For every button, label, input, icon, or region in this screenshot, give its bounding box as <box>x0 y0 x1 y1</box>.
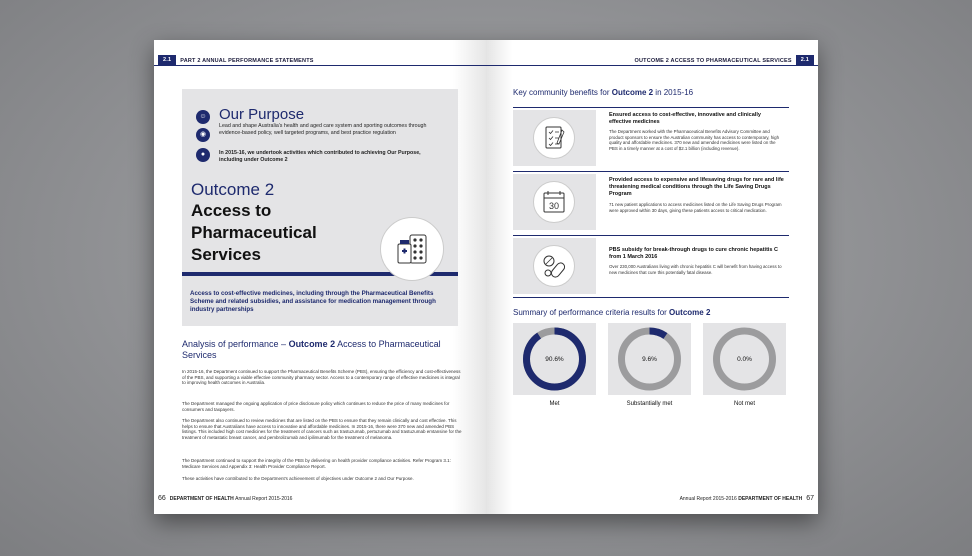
calendar-number: 30 <box>548 201 560 211</box>
purpose-text: Lead and shape Australia's health and aged care system and sporting outcomes through evidence-based policy, well targeted programs, and best practice regulation <box>219 123 427 136</box>
pill-pack-circle <box>380 217 444 281</box>
pill-pack-icon <box>381 218 443 280</box>
calendar-30-icon <box>534 182 574 222</box>
outcome-description: Access to cost-effective medicines, including through the Pharmaceutical Benefits Scheme and related subsidies, and assistance for medication management through industry partnerships <box>190 290 436 313</box>
summary-heading <box>513 308 710 317</box>
key-heading-post: in 2015-16 <box>653 88 694 97</box>
page-number: 66 <box>158 495 166 502</box>
donut-category-label: Not met <box>733 401 755 407</box>
analysis-paragraph: The Department managed the ongoing application of price disclosure policy which continues to reduce the price of many medicines for consumers and taxpayers. <box>182 401 450 412</box>
people-icon: ☺ <box>196 110 210 124</box>
footer-dept: DEPARTMENT OF HEALTH <box>738 495 803 502</box>
key-heading-pre: Key community benefits for <box>513 88 612 97</box>
page-number: 67 <box>806 495 814 502</box>
purpose-activities-text: In 2015-16, we undertook activities which contributed to achieving Our Purpose, including under Outcome 2 <box>219 150 421 163</box>
analysis-heading-post: Access to Pharmaceutical Services <box>182 339 441 360</box>
analysis-paragraph: The Department also continued to review medicines that are listed on the PBS to ensure that they remain clinically and cost effective. This helps to ensure that Australians have access to innovative and affordable medicines. In 2015-16, there were 370 new and amended PBS listings. This included high cost medicines for the treatment of cancers such as trastuzumab, pertuzumab and trastuzumab emtansine for the treatment of metastatic breast cancer, and pembrolizumab and ipilimumab for the treatment of melanoma. <box>182 418 462 440</box>
document-checklist-icon <box>534 118 574 158</box>
benefit-rule <box>513 297 789 298</box>
benefit-icon-circle <box>533 117 575 159</box>
report-spread <box>154 40 818 514</box>
donut-value-label: 0.0% <box>737 356 752 363</box>
analysis-paragraph: The Department continued to support the integrity of the PBS by delivering on health provider compliance activities. Refer Program 3.1: Medicare Services and Appendix 3: Health Provider Compliance Report. <box>182 458 451 469</box>
analysis-paragraph: These activities have contributed to the Department's achievement of objectives under Outcome 2 and Our Purpose. <box>182 476 414 481</box>
benefit-text: The Department worked with the Pharmaceutical Benefits Advisory Committee and product sponsors to ensure the Australian community has access to contemporary, high quality and affordable medicines. 370 new and amended medicines were listed on the PBS in a timely manner at a cost of $2.1 billion (including revenue). <box>609 129 780 151</box>
benefit-icon-circle <box>533 181 575 223</box>
analysis-heading-bold: Outcome 2 <box>288 339 336 349</box>
person-icon: ● <box>196 148 210 162</box>
benefit-rule <box>513 171 789 172</box>
section-number: 2.1 <box>796 55 814 66</box>
donut-category-label: Substantially met <box>626 401 673 407</box>
benefit-heading: Ensured access to cost-effective, innovative and clinically effective medicines <box>609 112 761 125</box>
outcome-label: Outcome 2 <box>191 180 275 199</box>
pills-icon <box>534 246 574 286</box>
analysis-heading-pre: Analysis of performance – <box>182 339 289 349</box>
left-header <box>154 56 314 65</box>
header-rule <box>486 65 818 66</box>
benefit-rule <box>513 107 789 108</box>
analysis-heading <box>182 339 462 361</box>
benefit-heading: PBS subsidy for break-through drugs to cure chronic hepatitis C from 1 March 2016 <box>609 247 778 260</box>
benefit-text: Over 230,000 Australians living with chronic hepatitis C will benefit from having access to new medicines that cure this potentially fatal disease. <box>609 264 782 275</box>
left-page <box>154 40 486 514</box>
donut-value-label: 9.6% <box>642 356 657 363</box>
footer-report: Annual Report 2015-2016 <box>679 495 737 502</box>
section-number: 2.1 <box>158 55 176 66</box>
footer-report: Annual Report 2015-2016 <box>235 495 293 502</box>
footer-dept: DEPARTMENT OF HEALTH <box>169 495 234 502</box>
right-page <box>486 40 818 514</box>
donut-category-label: Met <box>549 401 560 407</box>
summary-heading-bold: Outcome 2 <box>669 308 711 317</box>
outcome-title: Access to Pharmaceutical Services <box>191 201 317 264</box>
benefit-icon-circle <box>533 245 575 287</box>
analysis-paragraph: In 2015-16, the Department continued to support the Pharmaceutical Benefits Scheme (PBS), ensuring the efficiency and cost-effectiveness of the PBS, and supporting a viable effective community pharmacy sector. Access to a contemporary range of effective medicines is integral to improving health outcomes in Australia. <box>182 369 461 386</box>
right-footer <box>680 495 818 502</box>
key-benefits-heading <box>513 88 693 97</box>
benefit-text: 71 new patient applications to access medicines listed on the Life Saving Drugs Program were approved within 30 days, giving these patients access to critical medication. <box>609 202 782 213</box>
summary-heading-pre: Summary of performance criteria results for <box>513 308 670 317</box>
benefit-rule <box>513 235 789 236</box>
purpose-title: Our Purpose <box>219 106 305 123</box>
header-rule <box>154 65 486 66</box>
donut-value-label: 90.6% <box>545 356 564 363</box>
header-title: OUTCOME 2 ACCESS TO PHARMACEUTICAL SERVICES <box>634 57 792 64</box>
left-footer <box>154 495 292 502</box>
header-title: PART 2 ANNUAL PERFORMANCE STATEMENTS <box>180 57 314 64</box>
globe-icon: ◉ <box>196 128 210 142</box>
key-heading-bold: Outcome 2 <box>611 88 654 97</box>
right-header <box>635 56 818 65</box>
benefit-heading: Provided access to expensive and lifesaving drugs for rare and life threatening medical conditions through the Life Saving Drugs Program <box>609 177 784 197</box>
